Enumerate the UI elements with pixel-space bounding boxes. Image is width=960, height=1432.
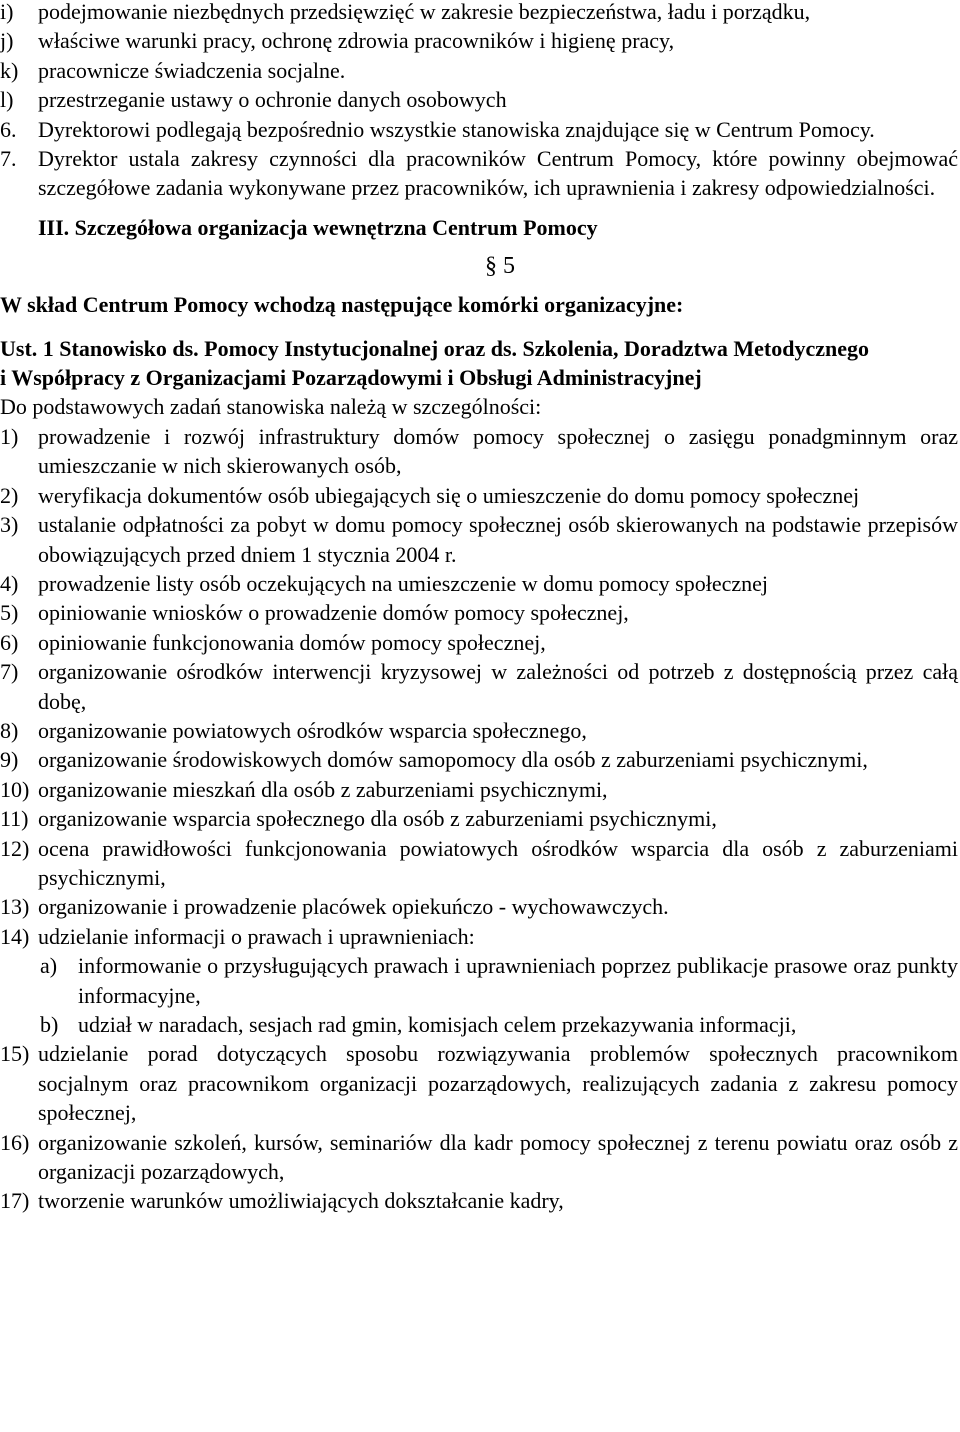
list-marker: 2) <box>0 482 19 508</box>
list-item-text: udzielanie porad dotyczących sposobu rozwiązywania problemów społecznych pracownikom socjalnym oraz pracownikom organizacji pozarządowych, realizujących zadania z zakresu pomocy społecznej, <box>38 1041 958 1126</box>
list-item-text: organizowanie i prowadzenie placówek opiekuńczo - wychowawczych. <box>38 894 669 920</box>
list-marker: 3) <box>0 512 19 538</box>
list-marker: 15) <box>0 1041 30 1067</box>
list-marker: 16) <box>0 1129 30 1155</box>
list-marker: 6) <box>0 629 19 655</box>
list-item <box>0 775 960 804</box>
list-item <box>0 422 960 481</box>
list-item <box>0 1128 960 1187</box>
list-item-text: Dyrektorowi podlegają bezpośrednio wszystkie stanowiska znajdujące się w Centrum Pomocy. <box>38 116 875 142</box>
list-marker: 5) <box>0 600 19 626</box>
list-item <box>0 628 960 657</box>
unit-title: Ust. 1 Stanowisko ds. Pomocy Instytucjonalnej oraz ds. Szkolenia, Doradztwa Metodycznego i Współpracy z Organizacjami Pozarządowymi i Obsługi Administracyjnej <box>0 335 869 391</box>
list-item <box>0 115 960 144</box>
list-item-text: tworzenie warunków umożliwiających dokształcanie kadry, <box>38 1188 564 1214</box>
list-marker: 9) <box>0 747 19 773</box>
list-marker: 6. <box>0 116 17 142</box>
list-item <box>0 56 960 85</box>
list-item-text: ustalanie odpłatności za pobyt w domu pomocy społecznej osób skierowanych na podstawie przepisów obowiązujących przed dniem 1 stycznia 2004 r. <box>38 512 958 567</box>
list-item <box>0 85 960 114</box>
list-marker: k) <box>0 57 19 83</box>
list-marker: l) <box>0 87 14 113</box>
list-item-text: udział w naradach, sesjach rad gmin, komisjach celem przekazywania informacji, <box>78 1012 797 1037</box>
list-item <box>0 510 960 569</box>
list-item <box>0 922 960 951</box>
list-marker: 7. <box>0 146 17 172</box>
list-item-text: organizowanie wsparcia społecznego dla osób z zaburzeniami psychicznymi, <box>38 806 717 832</box>
sub-task-list <box>0 951 960 1039</box>
list-item <box>0 716 960 745</box>
list-marker: 13) <box>0 894 30 920</box>
list-marker: 1) <box>0 423 19 449</box>
list-item <box>0 0 960 26</box>
list-item <box>0 834 960 893</box>
list-item-text: udzielanie informacji o prawach i uprawnieniach: <box>38 923 475 949</box>
list-item <box>0 951 960 1010</box>
list-item-text: organizowanie mieszkań dla osób z zaburzeniami psychicznymi, <box>38 776 608 802</box>
list-item <box>0 657 960 716</box>
composition-intro: W skład Centrum Pomocy wchodzą następujące komórki organizacyjne: <box>0 292 684 318</box>
list-item-text: organizowanie środowiskowych domów samopomocy dla osób z zaburzeniami psychicznymi, <box>38 747 868 773</box>
section-heading: III. Szczegółowa organizacja wewnętrzna Centrum Pomocy <box>38 214 598 240</box>
top-list <box>0 0 960 203</box>
list-item <box>0 804 960 833</box>
list-marker: i) <box>0 0 14 24</box>
task-list-continued <box>0 1039 960 1215</box>
list-item-text: prowadzenie listy osób oczekujących na umieszczenie w domu pomocy społecznej <box>38 570 769 596</box>
list-marker: 12) <box>0 835 30 861</box>
list-marker: 10) <box>0 776 30 802</box>
list-item <box>0 569 960 598</box>
tasks-intro: Do podstawowych zadań stanowiska należą w szczególności: <box>0 394 542 420</box>
list-item-text: organizowanie powiatowych ośrodków wsparcia społecznego, <box>38 717 587 743</box>
list-item <box>0 745 960 774</box>
list-marker: 11) <box>0 806 29 832</box>
list-item-text: pracownicze świadczenia socjalne. <box>38 57 346 83</box>
list-item <box>0 144 960 203</box>
list-item-text: właściwe warunki pracy, ochronę zdrowia pracowników i higienę pracy, <box>38 28 675 54</box>
list-item <box>0 481 960 510</box>
list-item <box>0 1039 960 1127</box>
list-marker: 8) <box>0 717 19 743</box>
list-item <box>0 598 960 627</box>
list-item-text: opiniowanie wniosków o prowadzenie domów pomocy społecznej, <box>38 600 629 626</box>
list-marker: 7) <box>0 659 19 685</box>
list-marker: b) <box>40 1012 59 1037</box>
list-item-text: Dyrektor ustala zakresy czynności dla pracowników Centrum Pomocy, które powinny obejmować szczegółowe zadania wykonywane przez pracowników, ich uprawnienia i zakresy odpowiedzialności. <box>38 146 958 201</box>
list-marker: 17) <box>0 1188 30 1214</box>
list-item <box>0 892 960 921</box>
list-item <box>0 1010 960 1039</box>
list-item-text: informowanie o przysługujących prawach i uprawnieniach poprzez publikacje prasowe oraz punkty informacyjne, <box>78 953 958 1008</box>
list-item <box>0 1186 960 1215</box>
list-item-text: podejmowanie niezbędnych przedsięwzięć w zakresie bezpieczeństwa, ładu i porządku, <box>38 0 811 24</box>
list-item <box>0 26 960 55</box>
list-marker: a) <box>40 953 58 979</box>
list-item-text: organizowanie szkoleń, kursów, seminariów dla kadr pomocy społecznej z terenu powiatu oraz osób z organizacji pozarządowych, <box>38 1129 958 1185</box>
list-item-text: opiniowanie funkcjonowania domów pomocy społecznej, <box>38 629 546 655</box>
list-item-text: weryfikacja dokumentów osób ubiegających się o umieszczenie do domu pomocy społecznej <box>38 482 860 508</box>
paragraph-sign: § 5 <box>485 253 515 280</box>
list-marker: j) <box>0 28 14 54</box>
list-marker: 14) <box>0 923 30 949</box>
list-marker: 4) <box>0 570 19 596</box>
list-item-text: przestrzeganie ustawy o ochronie danych osobowych <box>38 87 507 113</box>
task-list <box>0 422 960 951</box>
list-item-text: prowadzenie i rozwój infrastruktury domów pomocy społecznej o zasięgu ponadgminnym oraz umieszczanie w nich skierowanych osób, <box>38 423 958 479</box>
list-item-text: ocena prawidłowości funkcjonowania powiatowych ośrodków wsparcia dla osób z zaburzeniami psychicznymi, <box>38 835 958 890</box>
list-item-text: organizowanie ośrodków interwencji kryzysowej w zależności od potrzeb z dostępnością przez całą dobę, <box>38 659 958 714</box>
